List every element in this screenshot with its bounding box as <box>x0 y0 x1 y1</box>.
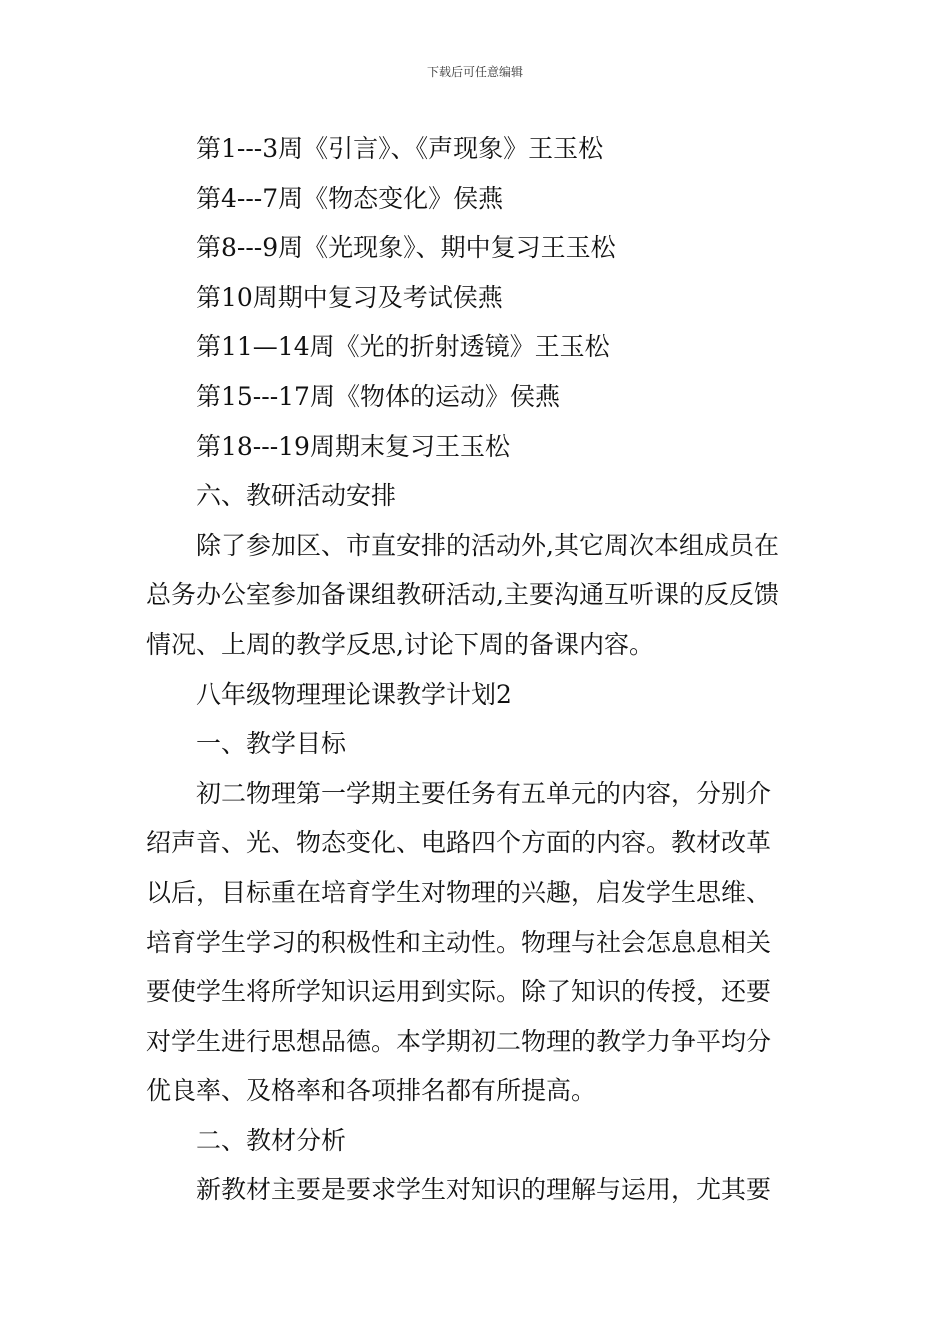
paragraph-line: 培育学生学习的积极性和主动性。物理与社会怎息息相关 <box>146 927 772 957</box>
paragraph-line: 情况、上周的教学反思,讨论下周的备课内容。 <box>146 629 654 659</box>
schedule-line: 第11—14周《光的折射透镜》王玉松 <box>196 332 610 362</box>
paragraph-line: 对学生进行思想品德。本学期初二物理的教学力争平均分 <box>146 1026 772 1056</box>
paragraph-line: 总务办公室参加备课组教研活动,主要沟通互听课的反反馈 <box>146 580 779 610</box>
paragraph-line: 以后，目标重在培育学生对物理的兴趣，启发学生思维、 <box>146 877 772 907</box>
schedule-line: 第15---17周《物体的运动》侯燕 <box>196 381 560 411</box>
paragraph-line: 绍声音、光、物态变化、电路四个方面的内容。教材改革 <box>146 828 772 858</box>
schedule-line: 第18---19周期末复习王玉松 <box>196 431 510 461</box>
page-header: 下载后可任意编辑 <box>426 65 523 79</box>
paragraph-line: 除了参加区、市直安排的活动外,其它周次本组成员在 <box>196 530 779 560</box>
paragraph-line: 初二物理第一学期主要任务有五单元的内容，分别介 <box>196 778 772 808</box>
section-heading: 六、教研活动安排 <box>196 481 397 511</box>
schedule-line: 第4---7周《物态变化》侯燕 <box>196 183 504 213</box>
document-title: 八年级物理理论课教学计划2 <box>196 679 512 709</box>
section-heading: 一、教学目标 <box>196 729 347 759</box>
paragraph-line: 优良率、及格率和各项排名都有所提高。 <box>146 1076 597 1106</box>
paragraph-line: 新教材主要是要求学生对知识的理解与运用，尤其要 <box>196 1175 772 1205</box>
schedule-line: 第10周期中复习及考试侯燕 <box>196 282 503 312</box>
document-body <box>146 124 810 1215</box>
schedule-line: 第8---9周《光现象》、期中复习王玉松 <box>196 233 616 263</box>
schedule-line: 第1---3周《引言》、《声现象》王玉松 <box>196 134 604 163</box>
section-heading: 二、教材分析 <box>196 1125 347 1155</box>
paragraph-line: 要使学生将所学知识运用到实际。除了知识的传授，还要 <box>146 977 772 1007</box>
